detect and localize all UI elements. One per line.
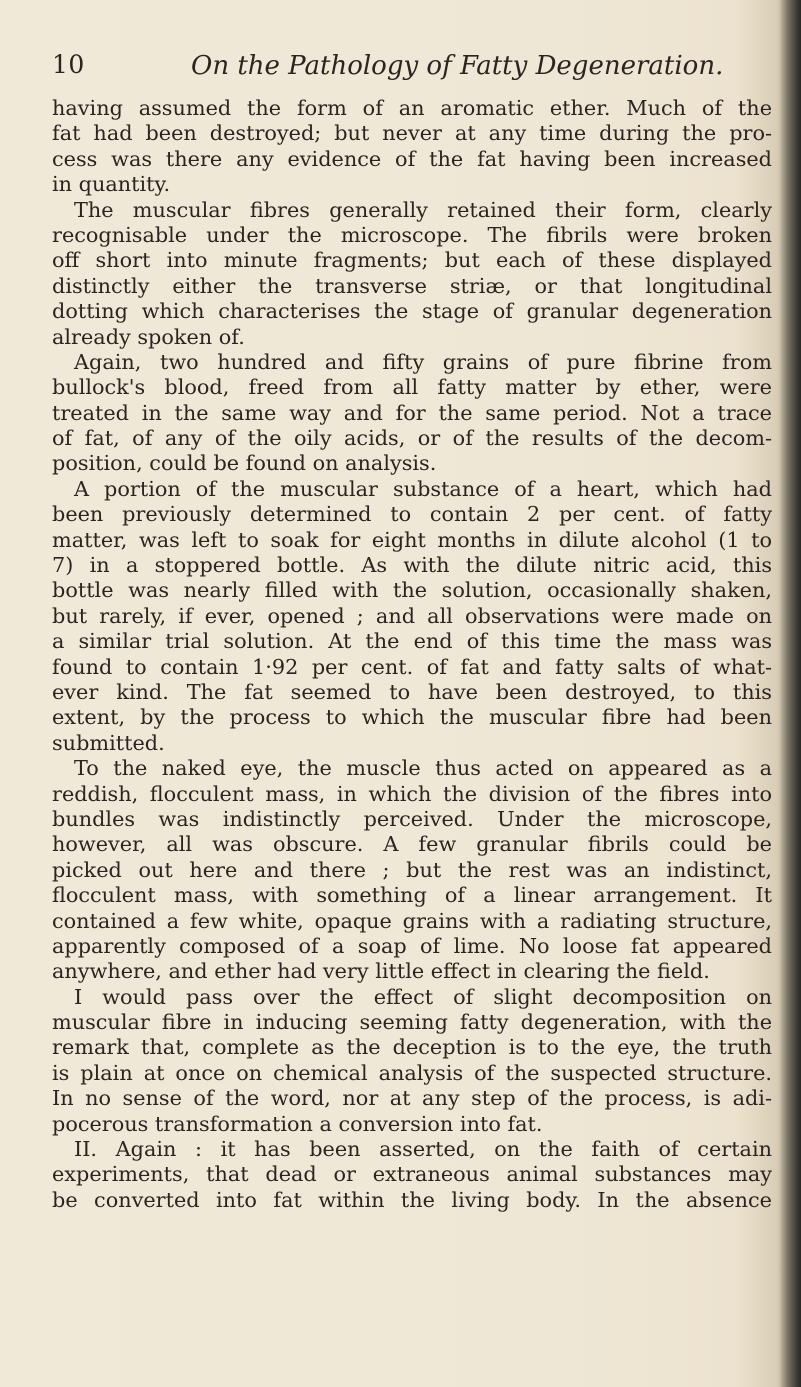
text-line: II. Again : it has been asserted, on the faith of certain bbox=[74, 1137, 772, 1162]
page-binding-edge bbox=[779, 0, 801, 1387]
body-text bbox=[52, 96, 772, 1213]
text-line: muscular fibre in inducing seeming fatty degeneration, with the bbox=[52, 1010, 772, 1035]
text-line: matter, was left to soak for eight months in dilute alcohol (1 to bbox=[52, 527, 772, 552]
text-line: be converted into fat within the living body. In the absence bbox=[52, 1187, 772, 1212]
text-line: contained a few white, opaque grains with a radiating structure, bbox=[52, 908, 772, 933]
text-line: picked out here and there ; but the rest was an indistinct, bbox=[52, 857, 772, 882]
text-line: anywhere, and ether had very little effect in clearing the field. bbox=[52, 959, 710, 984]
text-line: A portion of the muscular substance of a heart, which had bbox=[74, 476, 772, 501]
text-line: found to contain 1·92 per cent. of fat and fatty salts of what- bbox=[52, 654, 772, 679]
text-line: cess was there any evidence of the fat having been increased bbox=[52, 146, 772, 171]
text-line: position, could be found on analysis. bbox=[52, 451, 437, 476]
text-line: been previously determined to contain 2 per cent. of fatty bbox=[52, 502, 772, 527]
text-line: is plain at once on chemical analysis of the suspected structure. bbox=[52, 1060, 772, 1085]
text-line: dotting which characterises the stage of granular degeneration bbox=[52, 299, 772, 324]
text-line: off short into minute fragments; but each of these displayed bbox=[52, 248, 772, 273]
text-line: 7) in a stoppered bottle. As with the dilute nitric acid, this bbox=[52, 553, 772, 578]
text-line: submitted. bbox=[52, 730, 165, 755]
text-line: apparently composed of a soap of lime. No loose fat appeared bbox=[52, 933, 772, 958]
text-line: Again, two hundred and fifty grains of pure fibrine from bbox=[74, 349, 772, 374]
text-line: bottle was nearly filled with the solution, occasionally shaken, bbox=[52, 578, 772, 603]
running-title: On the Pathology of Fatty Degeneration. bbox=[191, 51, 724, 81]
text-line: flocculent mass, with something of a linear arrangement. It bbox=[52, 883, 772, 908]
text-line: To the naked eye, the muscle thus acted on appeared as a bbox=[74, 756, 772, 781]
text-line: having assumed the form of an aromatic ether. Much of the bbox=[52, 96, 772, 120]
text-line: but rarely, if ever, opened ; and all observations were made on bbox=[52, 603, 772, 628]
text-line: in quantity. bbox=[52, 172, 171, 197]
text-line: experiments, that dead or extraneous animal substances may bbox=[52, 1162, 772, 1187]
text-line: The muscular fibres generally retained their form, clearly bbox=[74, 197, 772, 222]
text-line: treated in the same way and for the same period. Not a trace bbox=[52, 400, 772, 425]
text-line: fat had been destroyed; but never at any time during the pro- bbox=[52, 121, 772, 146]
text-line: extent, by the process to which the muscular fibre had been bbox=[52, 705, 772, 730]
page-number: 10 bbox=[52, 50, 85, 79]
text-line: pocerous transformation a conversion into fat. bbox=[52, 1111, 543, 1136]
text-line: bundles was indistinctly perceived. Under the microscope, bbox=[52, 806, 772, 831]
text-line: a similar trial solution. At the end of this time the mass was bbox=[52, 629, 772, 654]
text-line: bullock's blood, freed from all fatty matter by ether, were bbox=[52, 375, 772, 400]
text-line: remark that, complete as the deception is to the eye, the truth bbox=[52, 1035, 772, 1060]
text-line: distinctly either the transverse striæ, or that longitudinal bbox=[52, 273, 772, 298]
text-line: I would pass over the effect of slight decomposition on bbox=[74, 984, 772, 1009]
text-line: already spoken of. bbox=[52, 324, 245, 349]
text-line: In no sense of the word, nor at any step of the process, is adi- bbox=[52, 1086, 772, 1111]
text-line: however, all was obscure. A few granular fibrils could be bbox=[52, 832, 772, 857]
text-line: recognisable under the microscope. The fibrils were broken bbox=[52, 222, 772, 247]
text-line: reddish, flocculent mass, in which the division of the fibres into bbox=[52, 781, 772, 806]
text-line: ever kind. The fat seemed to have been destroyed, to this bbox=[52, 679, 772, 704]
running-head bbox=[52, 50, 752, 90]
text-line: of fat, of any of the oily acids, or of the results of the decom- bbox=[52, 426, 772, 451]
